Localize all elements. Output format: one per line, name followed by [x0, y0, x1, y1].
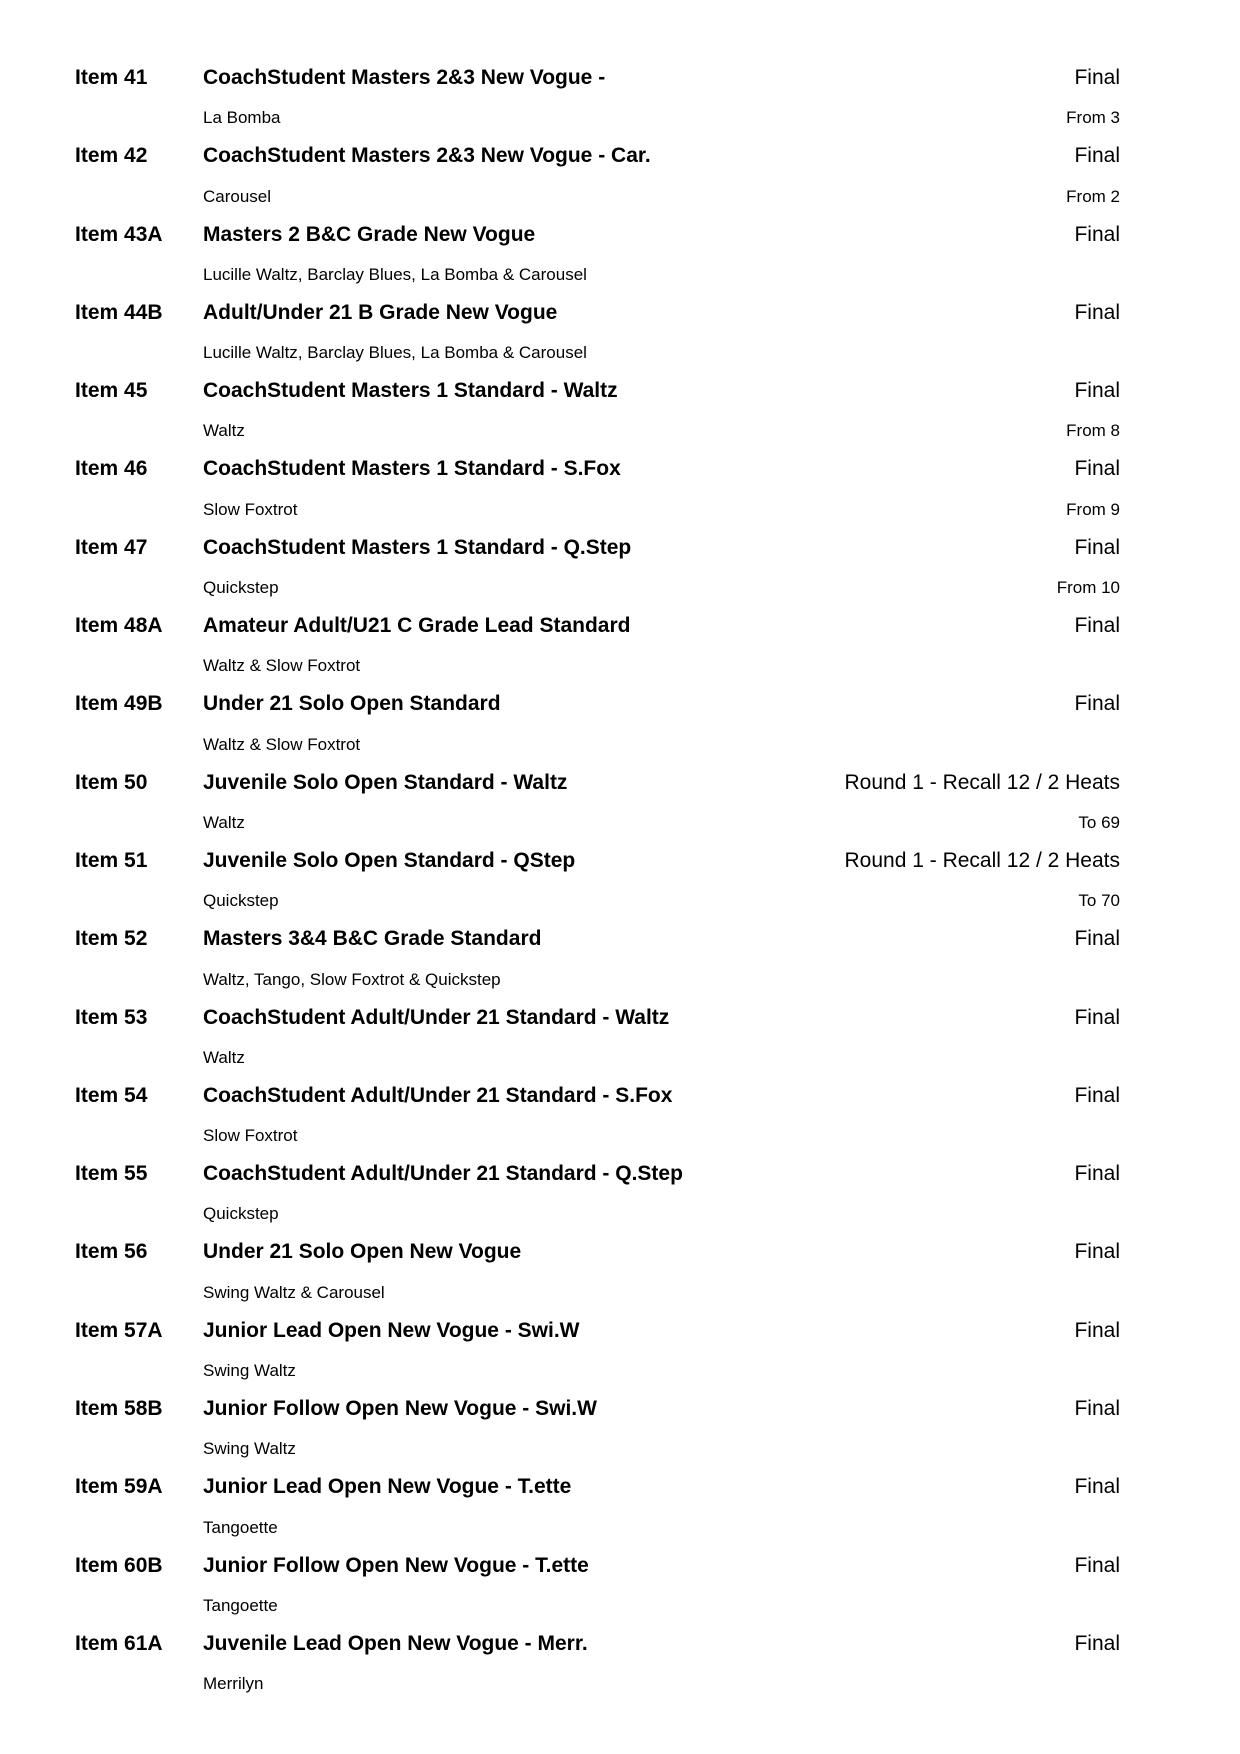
item-number: Item 59A — [75, 1475, 163, 1499]
item-status: Final — [1074, 144, 1120, 168]
item-number: Item 48A — [75, 614, 163, 638]
item-title-row — [75, 1548, 1120, 1588]
item-title: Under 21 Solo Open Standard — [203, 692, 501, 716]
item-dances: Slow Foxtrot — [203, 1126, 298, 1146]
item-title-row — [75, 138, 1120, 178]
item-title: Adult/Under 21 B Grade New Vogue — [203, 300, 558, 324]
item-title: Masters 3&4 B&C Grade Standard — [203, 927, 542, 951]
item-title: Masters 2 B&C Grade New Vogue — [203, 222, 536, 246]
item-status: Final — [1074, 457, 1120, 481]
program-item — [75, 1313, 1120, 1391]
item-status: Round 1 - Recall 12 / 2 Heats — [844, 770, 1120, 794]
item-title-row — [75, 1078, 1120, 1118]
item-title-row — [75, 765, 1120, 805]
item-dances: Swing Waltz — [203, 1361, 296, 1381]
item-number: Item 55 — [75, 1162, 148, 1186]
item-dance-row — [75, 492, 1120, 530]
item-title-row — [75, 1391, 1120, 1431]
program-item — [75, 373, 1120, 451]
item-title-row — [75, 451, 1120, 491]
item-status: Final — [1074, 1397, 1120, 1421]
item-title: Junior Follow Open New Vogue - Swi.W — [203, 1397, 597, 1421]
item-title: CoachStudent Masters 1 Standard - S.Fox — [203, 457, 621, 481]
item-dance-row — [75, 257, 1120, 295]
item-status: Final — [1074, 66, 1120, 89]
item-dance-row — [75, 100, 1120, 138]
item-status: Final — [1074, 1631, 1120, 1655]
item-dances: Lucille Waltz, Barclay Blues, La Bomba & Carousel — [203, 264, 587, 284]
item-dance-row — [75, 962, 1120, 1000]
item-title: CoachStudent Masters 2&3 New Vogue - — [203, 66, 606, 89]
item-dance-row — [75, 1588, 1120, 1626]
item-status: Final — [1074, 1083, 1120, 1107]
program-item — [75, 1156, 1120, 1234]
item-dance-row — [75, 648, 1120, 686]
item-title-row — [75, 1000, 1120, 1040]
item-status: Final — [1074, 614, 1120, 638]
item-number: Item 60B — [75, 1553, 163, 1577]
item-title: Junior Follow Open New Vogue - T.ette — [203, 1553, 589, 1577]
item-status: Final — [1074, 222, 1120, 246]
item-number: Item 57A — [75, 1318, 163, 1342]
program-item — [75, 1078, 1120, 1156]
item-title: CoachStudent Masters 2&3 New Vogue - Car. — [203, 144, 651, 168]
program-item — [75, 1000, 1120, 1078]
item-status: Final — [1074, 1240, 1120, 1264]
item-title: CoachStudent Adult/Under 21 Standard - Q.Step — [203, 1162, 683, 1186]
item-number: Item 58B — [75, 1397, 163, 1421]
item-dance-row — [75, 1118, 1120, 1156]
item-dance-row — [75, 1666, 1120, 1704]
item-number: Item 47 — [75, 535, 148, 559]
item-title-row — [75, 1234, 1120, 1274]
item-dances: Tangoette — [203, 1517, 278, 1537]
item-number: Item 41 — [75, 66, 148, 89]
item-number: Item 46 — [75, 457, 148, 481]
program-item — [75, 451, 1120, 529]
item-dances: Swing Waltz & Carousel — [203, 1282, 385, 1302]
program-item — [75, 60, 1120, 138]
item-number: Item 61A — [75, 1631, 163, 1655]
item-status: Final — [1074, 300, 1120, 324]
item-status: Final — [1074, 1553, 1120, 1577]
item-number: Item 51 — [75, 848, 148, 872]
item-dances: Merrilyn — [203, 1674, 264, 1694]
item-title-row — [75, 530, 1120, 570]
program-item — [75, 138, 1120, 216]
item-note: To 70 — [1078, 891, 1120, 911]
item-dance-row — [75, 179, 1120, 217]
item-dances: Waltz — [203, 1047, 245, 1067]
item-title-row — [75, 686, 1120, 726]
item-dances: Waltz & Slow Foxtrot — [203, 734, 361, 754]
item-title: Juvenile Solo Open Standard - QStep — [203, 848, 576, 872]
item-dances: Tangoette — [203, 1595, 278, 1615]
program-item — [75, 686, 1120, 764]
item-title-row — [75, 1626, 1120, 1666]
item-number: Item 56 — [75, 1240, 148, 1264]
item-status: Final — [1074, 692, 1120, 716]
item-dances: Quickstep — [203, 891, 279, 911]
item-status: Final — [1074, 379, 1120, 403]
item-status: Final — [1074, 1475, 1120, 1499]
item-number: Item 52 — [75, 927, 148, 951]
item-title-row — [75, 1313, 1120, 1353]
item-dance-row — [75, 727, 1120, 765]
item-number: Item 42 — [75, 144, 148, 168]
program-item — [75, 217, 1120, 295]
item-dances: Quickstep — [203, 1204, 279, 1224]
item-title: CoachStudent Masters 1 Standard - Q.Step — [203, 535, 632, 559]
item-title-row — [75, 1156, 1120, 1196]
item-number: Item 49B — [75, 692, 163, 716]
item-dance-row — [75, 1510, 1120, 1548]
item-title-row — [75, 60, 1120, 100]
item-dance-row — [75, 1431, 1120, 1469]
item-title: Amateur Adult/U21 C Grade Lead Standard — [203, 614, 631, 638]
item-number: Item 50 — [75, 770, 148, 794]
item-title: Junior Lead Open New Vogue - T.ette — [203, 1475, 572, 1499]
item-dances: Quickstep — [203, 578, 279, 598]
item-status: Final — [1074, 1005, 1120, 1029]
item-title-row — [75, 373, 1120, 413]
item-title: Juvenile Lead Open New Vogue - Merr. — [203, 1631, 588, 1655]
item-dance-row — [75, 335, 1120, 373]
item-note: From 2 — [1066, 186, 1120, 206]
item-note: To 69 — [1078, 812, 1120, 832]
item-note: From 3 — [1066, 108, 1120, 128]
program-item — [75, 1626, 1120, 1704]
item-status: Final — [1074, 535, 1120, 559]
item-number: Item 45 — [75, 379, 148, 403]
item-number: Item 54 — [75, 1083, 148, 1107]
item-dances: Waltz — [203, 421, 245, 441]
program-item — [75, 921, 1120, 999]
item-title-row — [75, 295, 1120, 335]
item-note: From 8 — [1066, 421, 1120, 441]
item-dance-row — [75, 1353, 1120, 1391]
item-dance-row — [75, 413, 1120, 451]
program-item — [75, 1234, 1120, 1312]
item-title: CoachStudent Masters 1 Standard - Waltz — [203, 379, 618, 403]
item-title-row — [75, 608, 1120, 648]
item-title-row — [75, 921, 1120, 961]
item-status: Final — [1074, 927, 1120, 951]
item-title: Junior Lead Open New Vogue - Swi.W — [203, 1318, 580, 1342]
item-dance-row — [75, 1040, 1120, 1078]
program-item — [75, 295, 1120, 373]
program-item — [75, 608, 1120, 686]
item-dance-row — [75, 1275, 1120, 1313]
program-item — [75, 1391, 1120, 1469]
item-dances: Waltz & Slow Foxtrot — [203, 656, 361, 676]
item-note: From 9 — [1066, 499, 1120, 519]
item-dance-row — [75, 883, 1120, 921]
item-dance-row — [75, 805, 1120, 843]
program-item — [75, 1469, 1120, 1547]
item-dances: Carousel — [203, 186, 272, 206]
item-status: Final — [1074, 1318, 1120, 1342]
item-dances: La Bomba — [203, 108, 281, 128]
item-dances: Waltz — [203, 812, 245, 832]
item-title: Under 21 Solo Open New Vogue — [203, 1240, 522, 1264]
item-title: CoachStudent Adult/Under 21 Standard - S.Fox — [203, 1083, 673, 1107]
item-dance-row — [75, 1196, 1120, 1234]
program-item-list — [75, 60, 1120, 1704]
item-status: Round 1 - Recall 12 / 2 Heats — [844, 848, 1120, 872]
item-dances: Slow Foxtrot — [203, 499, 298, 519]
item-number: Item 44B — [75, 300, 163, 324]
item-title: Juvenile Solo Open Standard - Waltz — [203, 770, 568, 794]
item-number: Item 43A — [75, 222, 163, 246]
item-status: Final — [1074, 1162, 1120, 1186]
item-title: CoachStudent Adult/Under 21 Standard - Waltz — [203, 1005, 670, 1029]
program-item — [75, 765, 1120, 843]
program-item — [75, 1548, 1120, 1626]
program-item — [75, 530, 1120, 608]
program-item — [75, 843, 1120, 921]
item-dances: Lucille Waltz, Barclay Blues, La Bomba & Carousel — [203, 343, 587, 363]
item-dance-row — [75, 570, 1120, 608]
item-dances: Swing Waltz — [203, 1439, 296, 1459]
item-dances: Waltz, Tango, Slow Foxtrot & Quickstep — [203, 969, 501, 989]
item-title-row — [75, 1469, 1120, 1509]
item-number: Item 53 — [75, 1005, 148, 1029]
item-note: From 10 — [1056, 578, 1120, 598]
item-title-row — [75, 217, 1120, 257]
item-title-row — [75, 843, 1120, 883]
